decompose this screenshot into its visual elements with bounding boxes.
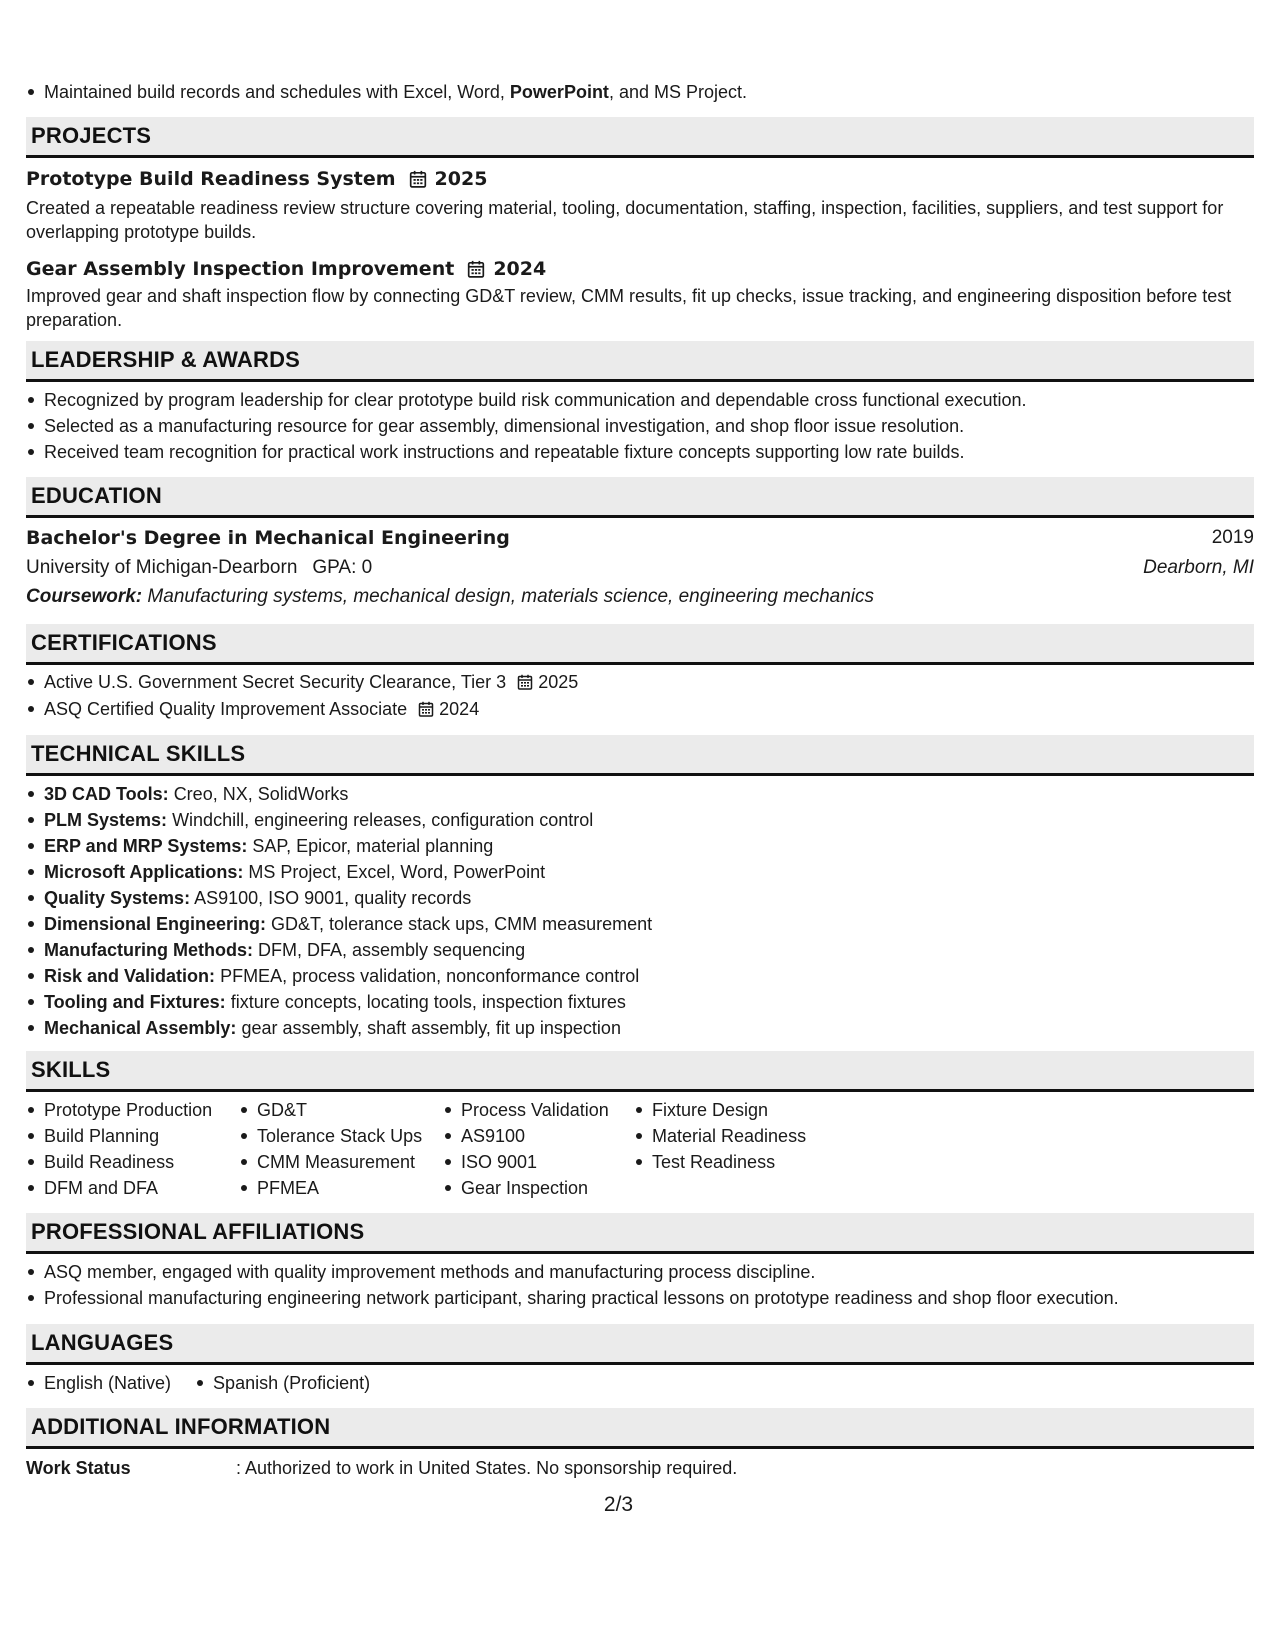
leadership-list — [26, 387, 1254, 465]
list-item: Received team recognition for practical work instructions and repeatable fixture concepts supporting low rate builds. — [26, 439, 1254, 465]
skill-label: 3D CAD Tools: — [44, 784, 169, 804]
list-item: Gear Inspection — [443, 1175, 609, 1201]
list-item: Test Readiness — [634, 1149, 806, 1175]
gpa: GPA: 0 — [312, 557, 373, 578]
certification-name: Active U.S. Government Secret Security Clearance, Tier 3 — [44, 672, 507, 692]
project-year: 2024 — [493, 258, 547, 280]
skills-column — [634, 1097, 806, 1175]
list-item — [26, 807, 1254, 833]
skill-label: Risk and Validation: — [44, 966, 216, 986]
list-item: Process Validation — [443, 1097, 609, 1123]
list-item: Material Readiness — [634, 1123, 806, 1149]
list-item: CMM Measurement — [239, 1149, 422, 1175]
list-item: English (Native) — [26, 1370, 171, 1396]
section-heading: PROJECTS — [26, 117, 1254, 158]
degree-title: Bachelor's Degree in Mechanical Engineering — [26, 527, 510, 549]
certifications-section — [26, 624, 1254, 723]
bullet-text: Maintained build records and schedules with Excel, Word, — [44, 82, 510, 102]
work-status-label: Work Status — [26, 1458, 131, 1478]
skills-section — [26, 1051, 1254, 1207]
section-heading: CERTIFICATIONS — [26, 624, 1254, 665]
list-item: Spanish (Proficient) — [195, 1370, 370, 1396]
list-item — [26, 911, 1254, 937]
list-item: PFMEA — [239, 1175, 422, 1201]
skill-value: MS Project, Excel, Word, PowerPoint — [248, 862, 546, 882]
skill-label: PLM Systems: — [44, 810, 168, 830]
list-item: Build Planning — [26, 1123, 212, 1149]
skill-label: Tooling and Fixtures: — [44, 992, 226, 1012]
experience-continuation — [26, 79, 1254, 105]
section-heading: ADDITIONAL INFORMATION — [26, 1408, 1254, 1449]
project-description: Improved gear and shaft inspection flow by connecting GD&T review, CMM results, fit up checks, issue tracking, and engineering disposition before test preparation. — [26, 286, 1232, 330]
section-heading: EDUCATION — [26, 477, 1254, 518]
list-item: Selected as a manufacturing resource for gear assembly, dimensional investigation, and shop floor issue resolution. — [26, 413, 1254, 439]
additional-info-section — [26, 1408, 1254, 1482]
section-heading: LANGUAGES — [26, 1324, 1254, 1365]
calendar-icon — [517, 674, 533, 690]
project-entry — [26, 256, 1254, 332]
calendar-icon — [467, 260, 485, 278]
work-status-row — [26, 1454, 1254, 1482]
school-location: Dearborn, MI — [1143, 557, 1254, 578]
coursework — [26, 582, 1254, 611]
list-item: GD&T — [239, 1097, 422, 1123]
skills-column — [443, 1097, 609, 1201]
graduation-year: 2019 — [1211, 527, 1254, 548]
calendar-icon — [418, 701, 434, 717]
section-heading: PROFESSIONAL AFFILIATIONS — [26, 1213, 1254, 1254]
bullet-text: , and MS Project. — [608, 82, 747, 102]
project-title: Gear Assembly Inspection Improvement — [26, 258, 455, 280]
list-item — [26, 669, 1254, 696]
list-item: Recognized by program leadership for clear prototype build risk communication and dependable cross functional execution. — [26, 387, 1254, 413]
certification-year: 2025 — [538, 672, 579, 692]
list-item: Prototype Production — [26, 1097, 212, 1123]
skill-value: AS9100, ISO 9001, quality records — [194, 888, 472, 908]
leadership-section — [26, 341, 1254, 465]
certification-name: ASQ Certified Quality Improvement Associate — [44, 699, 408, 719]
section-heading: SKILLS — [26, 1051, 1254, 1092]
list-item — [26, 937, 1254, 963]
list-item: Professional manufacturing engineering network participant, sharing practical lessons on prototype readiness and shop floor execution. — [26, 1285, 1254, 1311]
skill-label: ERP and MRP Systems: — [44, 836, 248, 856]
list-item: AS9100 — [443, 1123, 609, 1149]
list-item — [26, 859, 1254, 885]
list-item — [26, 885, 1254, 911]
skill-value: DFM, DFA, assembly sequencing — [258, 940, 526, 960]
certifications-list — [26, 669, 1254, 723]
technical-skills-section — [26, 735, 1254, 1041]
skill-value: SAP, Epicor, material planning — [252, 836, 494, 856]
skill-value: fixture concepts, locating tools, inspection fixtures — [230, 992, 626, 1012]
skill-value: Creo, NX, SolidWorks — [173, 784, 349, 804]
list-item: Tolerance Stack Ups — [239, 1123, 422, 1149]
certification-year: 2024 — [439, 699, 480, 719]
skill-label: Dimensional Engineering: — [44, 914, 267, 934]
technical-skills-list — [26, 781, 1254, 1041]
skill-value: gear assembly, shaft assembly, fit up inspection — [241, 1018, 621, 1038]
project-entry — [26, 166, 1254, 244]
school-name: University of Michigan-Dearborn — [26, 557, 298, 578]
list-item: DFM and DFA — [26, 1175, 212, 1201]
projects-section — [26, 117, 1254, 332]
list-item — [26, 833, 1254, 859]
list-item — [26, 79, 1254, 105]
work-status-value: : Authorized to work in United States. No sponsorship required. — [236, 1458, 738, 1478]
list-item — [26, 1015, 1254, 1041]
coursework-label: Coursework: — [26, 586, 143, 607]
list-item — [26, 963, 1254, 989]
bullet-bold-text: PowerPoint — [509, 82, 609, 102]
coursework-text: Manufacturing systems, mechanical design, materials science, engineering mechanics — [147, 586, 874, 607]
skills-column — [26, 1097, 212, 1201]
skills-column — [239, 1097, 422, 1201]
calendar-icon — [409, 170, 427, 188]
skills-grid — [26, 1097, 1254, 1207]
page-number: 2/3 — [603, 1493, 634, 1516]
languages-section — [26, 1324, 1254, 1396]
section-heading: TECHNICAL SKILLS — [26, 735, 1254, 776]
skill-value: Windchill, engineering releases, configuration control — [172, 810, 594, 830]
list-item: ISO 9001 — [443, 1149, 609, 1175]
list-item — [26, 696, 1254, 723]
skill-label: Mechanical Assembly: — [44, 1018, 237, 1038]
skill-label: Quality Systems: — [44, 888, 191, 908]
section-heading: LEADERSHIP & AWARDS — [26, 341, 1254, 382]
project-year: 2025 — [434, 168, 488, 190]
project-description: Created a repeatable readiness review structure covering material, tooling, documentation, staffing, inspection, facilities, suppliers, and test support for overlapping prototype builds. — [26, 198, 1224, 242]
languages-list — [26, 1370, 1254, 1396]
list-item: ASQ member, engaged with quality improvement methods and manufacturing process discipline. — [26, 1259, 1254, 1285]
list-item: Fixture Design — [634, 1097, 806, 1123]
skill-label: Manufacturing Methods: — [44, 940, 253, 960]
affiliations-section — [26, 1213, 1254, 1311]
skill-value: GD&T, tolerance stack ups, CMM measurement — [271, 914, 653, 934]
list-item — [26, 781, 1254, 807]
list-item: Build Readiness — [26, 1149, 212, 1175]
project-title: Prototype Build Readiness System — [26, 168, 396, 190]
skill-label: Microsoft Applications: — [44, 862, 244, 882]
affiliations-list — [26, 1259, 1254, 1311]
education-section — [26, 477, 1254, 611]
skill-value: PFMEA, process validation, nonconformance control — [220, 966, 640, 986]
list-item — [26, 989, 1254, 1015]
